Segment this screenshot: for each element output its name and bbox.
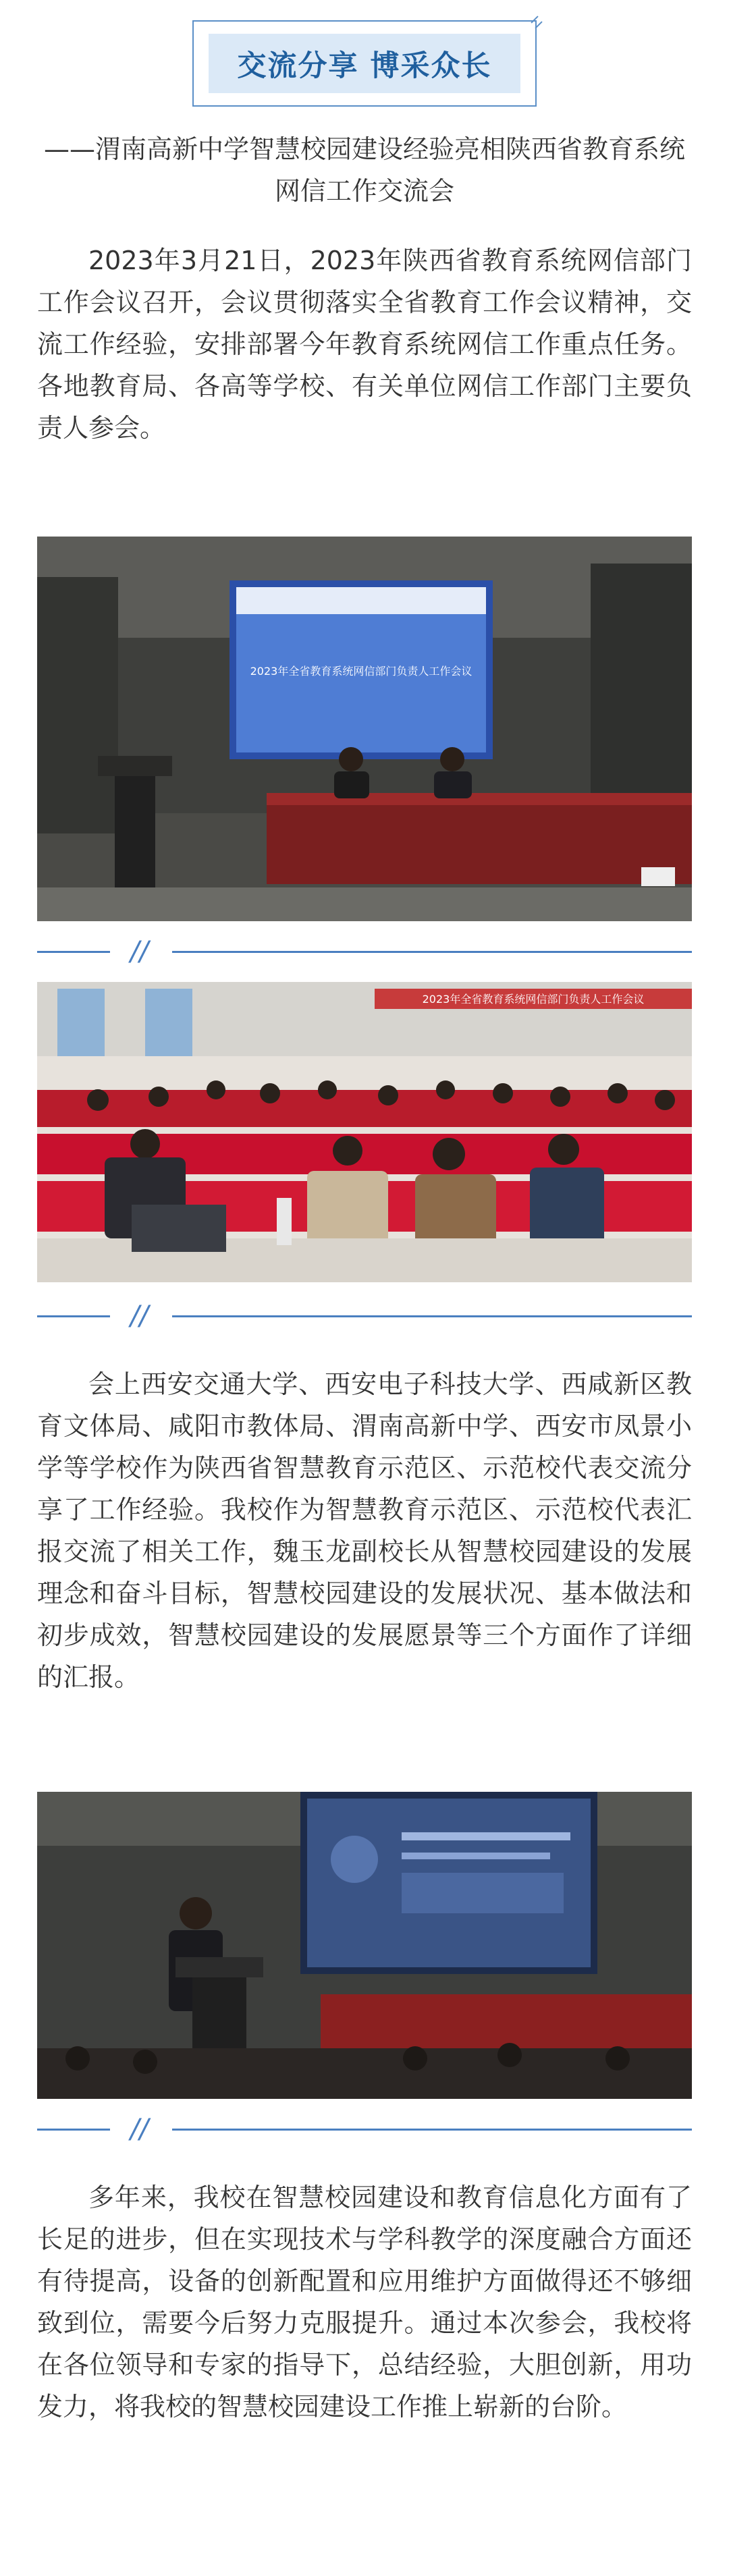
- page-title: 交流分享 博采众长: [237, 49, 492, 83]
- screen-title-text: 2023年全省教育系统网信部门负责人工作会议: [250, 665, 473, 678]
- divider-slash: //: [130, 2114, 148, 2145]
- paragraph-exchange: 会上西安交通大学、西安电子科技大学、西咸新区教育文体局、咸阳市教体局、渭南高新中学、西安市凤景小学等学校作为陕西省智慧教育示范区、示范校代表交流分享了工作经验。我校作为智慧教育示范区、示范校代表汇报交流了相关工作，魏玉龙副校长从智慧校园建设的发展理念和奋斗目标，智慧校园建设的发展状况、基本做法和初步成效，智慧校园建设的发展愿景等三个方面作了详细的汇报。: [37, 1369, 692, 1692]
- presenter-photo: [37, 1792, 692, 2099]
- conference-stage-photo: [37, 537, 692, 921]
- divider-slash: //: [130, 936, 148, 967]
- title-box: [192, 20, 537, 107]
- section-divider: [37, 2116, 692, 2143]
- paragraph-intro: 2023年3月21日，2023年陕西省教育系统网信部门工作会议召开，会议贯彻落实全省教育工作会议精神，交流工作经验，安排部署今年教育系统网信工作重点任务。各地教育局、各高等学校、有关单位网信工作部门主要负责人参会。: [37, 246, 692, 443]
- paragraph-summary: 多年来，我校在智慧校园建设和教育信息化方面有了长足的进步，但在实现技术与学科教学的深度融合方面还有待提高，设备的创新配置和应用维护方面做得还不够细致到位，需要今后努力克服提升。通过本次参会，我校将在各位领导和专家的指导下，总结经验，大胆创新，用功发力，将我校的智慧校园建设工作推上崭新的台阶。: [37, 2183, 692, 2421]
- title-inner: [209, 34, 520, 93]
- page-subtitle: ——渭南高新中学智慧校园建设经验亮相陕西省教育系统网信工作交流会: [43, 134, 685, 206]
- section-divider: [37, 938, 692, 965]
- divider-slash: //: [130, 1300, 148, 1332]
- section-divider: [37, 1300, 692, 1332]
- banner-text: 2023年全省教育系统网信部门负责人工作会议: [422, 993, 645, 1006]
- audience-photo: [37, 982, 692, 1282]
